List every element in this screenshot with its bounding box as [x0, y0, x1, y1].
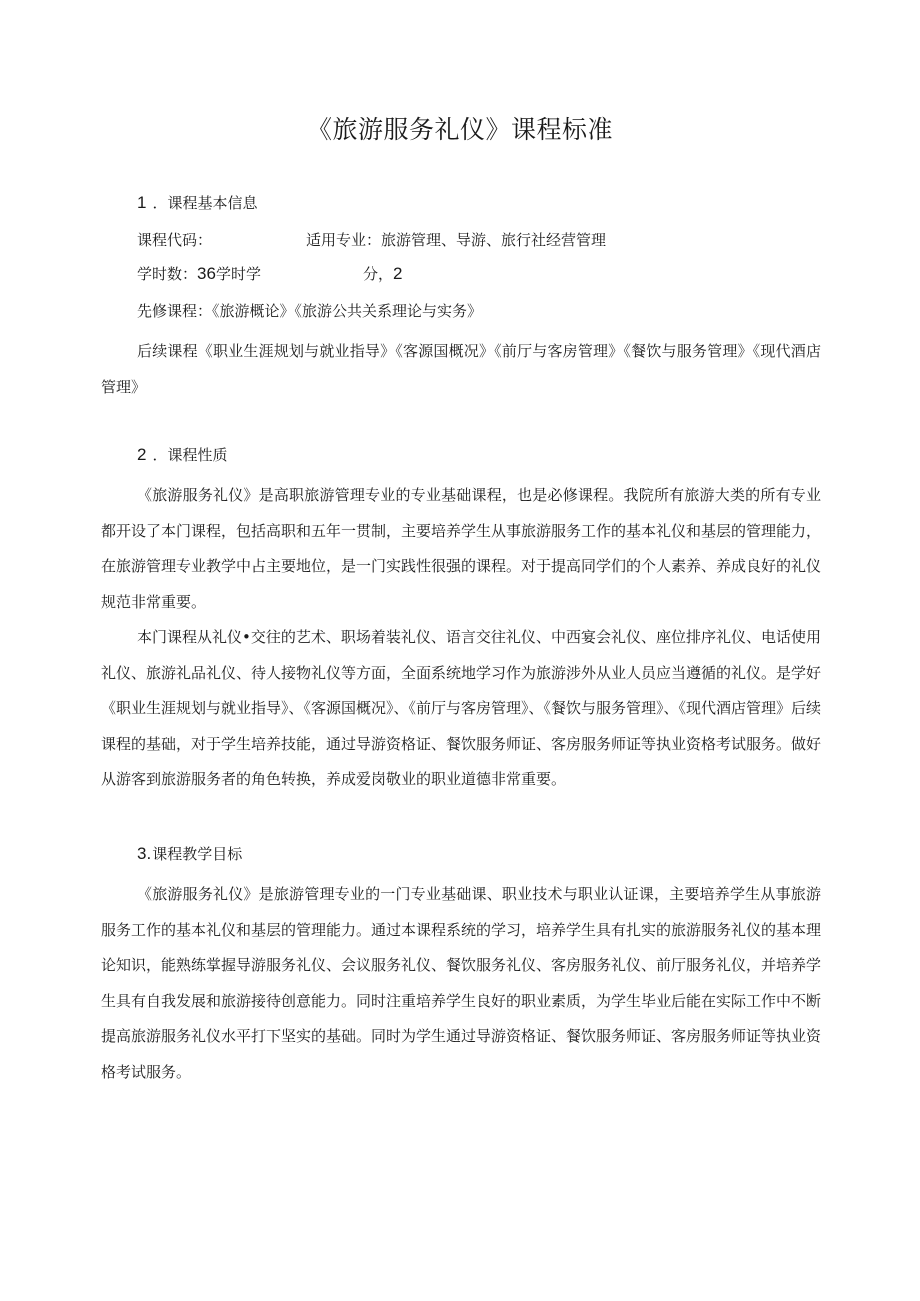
hours-line [137, 263, 403, 285]
course-nature-paragraph-2: 本门课程从礼仪•交往的艺术、职场着装礼仪、语言交往礼仪、中西宴会礼仪、座位排序礼仪、电话使用礼仪、旅游礼品礼仪、待人接物礼仪等方面，全面系统地学习作为旅游涉外从业人员应当遵循的礼仪。是学好《职业生涯规划与就业指导》、《客源国概况》、《前厅与客房管理》、《餐饮与服务管理》、《现代酒店管理》后续课程的基础，对于学生培养技能，通过导游资格证、餐饮服务师证、客房服务师证等执业资格考试服务。做好从游客到旅游服务者的角色转换，养成爱岗敬业的职业道德非常重要。 [101, 628, 822, 788]
section-1-number: 1 [137, 193, 147, 212]
section-1-heading [137, 192, 257, 214]
course-code-label: 课程代码： [137, 231, 213, 249]
section-3-number: 3. [137, 844, 152, 863]
teaching-goal-paragraph: 《旅游服务礼仪》是旅游管理专业的一门专业基础课、职业技术与职业认证课，主要培养学生从事旅游服务工作的基本礼仪和基层的管理能力。通过本课程系统的学习，培养学生具有扎实的旅游服务礼仪的基本理论知识，能熟练掌握导游服务礼仪、会议服务礼仪、餐饮服务礼仪、客房服务礼仪、前厅服务礼仪，并培养学生具有自我发展和旅游接待创意能力。同时注重培养学生良好的职业素质，为学生毕业后能在实际工作中不断提高旅游服务礼仪水平打下坚实的基础。同时为学生通过导游资格证、餐饮服务师证、客房服务师证等执业资格考试服务。 [101, 885, 822, 1081]
followup-course: 后续课程《职业生涯规划与就业指导》《客源国概况》《前厅与客房管理》《餐饮与服务管理》《现代酒店管理》 [101, 342, 821, 396]
document-title: 《旅游服务礼仪》课程标准 [306, 115, 613, 144]
applicable-major: 适用专业：旅游管理、导游、旅行社经营管理 [306, 231, 607, 249]
course-code-line [137, 229, 607, 251]
section-2-number: 2 [137, 445, 147, 464]
hours-value: 36 [197, 264, 216, 283]
hours-suffix: 学时学 [215, 265, 261, 283]
credit-value: 2 [393, 264, 403, 283]
credit-group [363, 263, 402, 285]
prerequisite-course: 先修课程：《旅游概论》《旅游公共关系理论与实务》 [137, 302, 483, 320]
course-nature-paragraph-1: 《旅游服务礼仪》是高职旅游管理专业的专业基础课程，也是必修课程。我院所有旅游大类的所有专业都开设了本门课程，包括高职和五年一贯制，主要培养学生从事旅游服务工作的基本礼仪和基层的管理能力，在旅游管理专业教学中占主要地位，是一门实践性很强的课程。对于提高同学们的个人素养、养成良好的礼仪规范非常重要。 [101, 486, 822, 611]
section-3-title: 课程教学目标 [152, 845, 243, 863]
section-3-heading [137, 843, 242, 865]
hours-prefix: 学时数： [137, 265, 198, 283]
section-2-title: ．课程性质 [152, 446, 228, 464]
section-1-title: ．课程基本信息 [152, 194, 258, 212]
section-2-heading [137, 444, 227, 466]
credit-label: 分， [363, 265, 394, 283]
